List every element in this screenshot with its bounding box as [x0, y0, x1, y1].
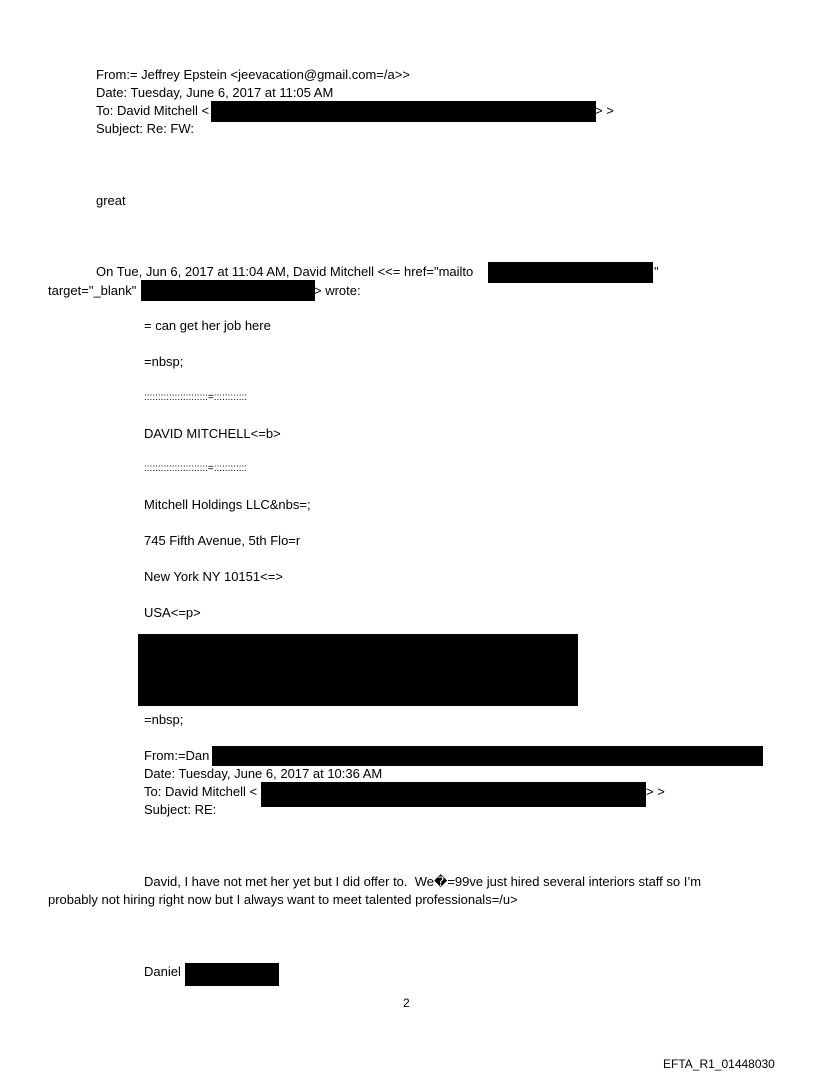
redaction-box [211, 101, 596, 122]
quoted-line: 745 Fifth Avenue, 5th Flo=r [144, 533, 301, 548]
quoted-line: :::::::::::::::::::::::=:::::::::::: [144, 392, 248, 403]
quote-target-suffix: > wrote: [314, 283, 361, 298]
forwarded-to-suffix: > > [646, 784, 665, 799]
document-id: EFTA_R1_01448030 [663, 1057, 775, 1071]
quote-intro-quote-end: " [654, 264, 659, 279]
redaction-box [212, 746, 763, 766]
redaction-box-large [138, 634, 578, 706]
quoted-line: DAVID MITCHELL<=b> [144, 426, 281, 441]
quoted-line: = can get her job here [144, 318, 271, 333]
redaction-box [141, 280, 315, 301]
redaction-box [488, 262, 653, 283]
forwarded-from-prefix: From:=Dan [144, 748, 210, 763]
redaction-box [185, 963, 279, 986]
quoted-line: USA<=p> [144, 605, 201, 620]
email-subject-line: Subject: Re: FW: [96, 121, 195, 136]
quote-target-prefix: target="_blank" [48, 283, 137, 298]
email-to-suffix: > > [595, 103, 614, 118]
message-line-1: David, I have not met her yet but I did offer to. We�=99ve just hired several interiors staff so I’m [144, 874, 702, 889]
email-from-line: From:= Jeffrey Epstein <jeevacation@gmail.com=/a>> [96, 67, 410, 82]
redaction-box [261, 782, 646, 807]
quoted-line: :::::::::::::::::::::::=:::::::::::: [144, 463, 248, 474]
forwarded-to-prefix: To: David Mitchell < [144, 784, 258, 799]
forwarded-subject-line: Subject: RE: [144, 802, 217, 817]
signature-name: Daniel [144, 964, 181, 979]
email-to-prefix: To: David Mitchell < [96, 103, 210, 118]
quoted-line: Mitchell Holdings LLC&nbs=; [144, 497, 311, 512]
quote-intro-line: On Tue, Jun 6, 2017 at 11:04 AM, David Mitchell <<= href="mailto [96, 264, 474, 279]
forwarded-date-line: Date: Tuesday, June 6, 2017 at 10:36 AM [144, 766, 383, 781]
reply-body: great [96, 193, 126, 208]
quoted-line: =nbsp; [144, 712, 184, 727]
quoted-line: New York NY 10151<=> [144, 569, 283, 584]
email-date-line: Date: Tuesday, June 6, 2017 at 11:05 AM [96, 85, 334, 100]
message-line-2: probably not hiring right now but I always want to meet talented professionals=/u> [48, 892, 518, 907]
quoted-line: =nbsp; [144, 354, 184, 369]
page-number: 2 [403, 996, 410, 1010]
